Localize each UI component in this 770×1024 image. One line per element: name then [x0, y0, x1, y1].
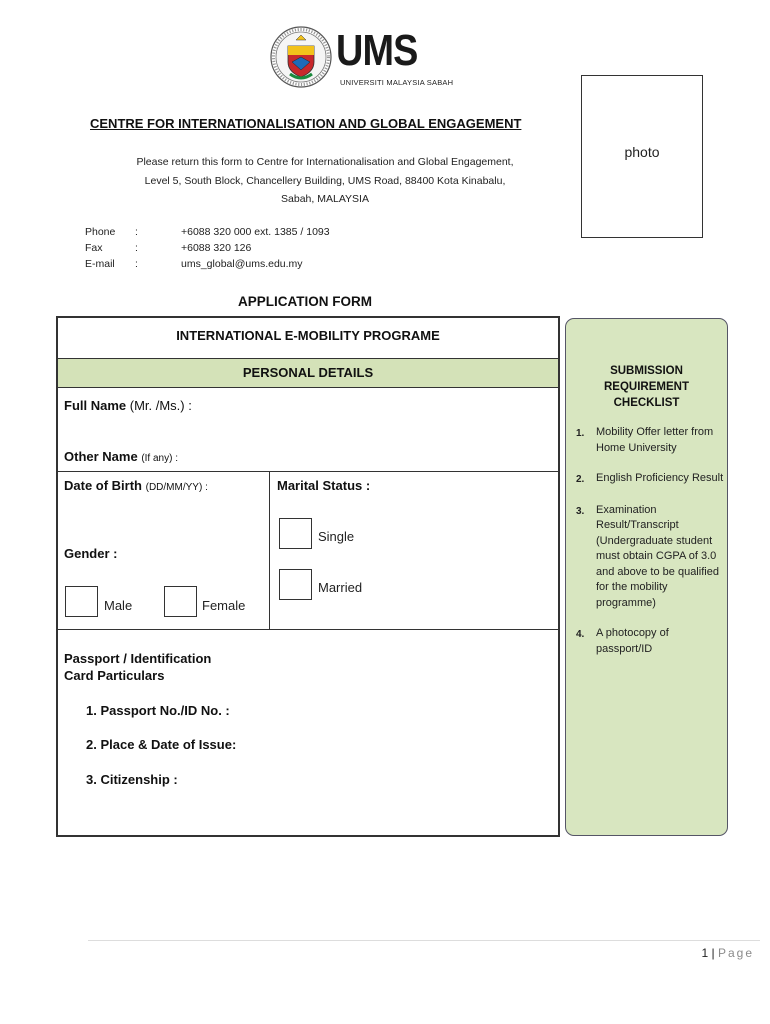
- contact-block: [85, 224, 330, 272]
- dob-label: Date of Birth: [64, 478, 142, 493]
- contact-fax: [85, 240, 330, 256]
- divider: [58, 629, 558, 630]
- dob-field[interactable]: [64, 478, 208, 493]
- contact-value: ums_global@ums.edu.my: [181, 258, 303, 270]
- checklist-item-text: English Proficiency Result: [596, 472, 724, 484]
- full-name-field[interactable]: [64, 398, 192, 413]
- married-option-label: Married: [318, 580, 363, 595]
- page-number-value: 1: [701, 946, 709, 960]
- ums-logo: [270, 26, 460, 90]
- divider: [58, 471, 558, 472]
- single-checkbox[interactable]: [279, 518, 312, 549]
- checklist-item: [576, 626, 724, 657]
- checklist-title: [566, 363, 727, 411]
- female-option-label: Female: [202, 598, 246, 613]
- application-form-title: APPLICATION FORM: [238, 294, 372, 309]
- program-title: INTERNATIONAL E-MOBILITY PROGRAME: [176, 328, 440, 343]
- footer-divider: [88, 940, 760, 941]
- photo-label: photo: [624, 144, 660, 160]
- address-line: Level 5, South Block, Chancellery Building, UMS Road, 88400 Kota Kinabalu,: [144, 174, 506, 187]
- contact-key: Phone: [85, 226, 116, 238]
- address-block: [90, 153, 560, 209]
- checklist-item-number: 2.: [576, 474, 585, 485]
- other-name-field[interactable]: [64, 449, 178, 464]
- contact-value: +6088 320 126: [181, 242, 252, 254]
- checklist-item-text: Examination Result/Transcript (Undergraduate student must obtain CGPA of 3.0 and above to be qualified for the mobility programme): [596, 503, 719, 609]
- contact-sep: :: [135, 242, 138, 254]
- page-number: [701, 946, 754, 960]
- full-name-hint: (Mr. /Ms.) :: [129, 398, 192, 413]
- female-checkbox[interactable]: [164, 586, 197, 617]
- contact-key: Fax: [85, 242, 103, 254]
- checklist-title-line: SUBMISSION: [610, 365, 683, 377]
- gender-label: Gender :: [64, 546, 118, 561]
- checklist-item: [576, 425, 724, 456]
- passport-heading-line: Passport / Identification: [64, 651, 212, 666]
- checklist-item-number: 4.: [576, 629, 585, 640]
- citizenship-field[interactable]: 3. Citizenship :: [86, 772, 178, 787]
- personal-details-form: [56, 316, 560, 837]
- married-checkbox[interactable]: [279, 569, 312, 600]
- single-option-label: Single: [318, 529, 355, 544]
- passport-heading: [64, 651, 211, 683]
- checklist-item-text: Mobility Offer letter from Home University: [596, 426, 714, 454]
- male-option-label: Male: [104, 598, 133, 613]
- other-name-hint: (If any) :: [141, 453, 179, 464]
- university-seal-icon: [270, 26, 332, 88]
- checklist-item: [576, 471, 724, 488]
- contact-email: [85, 256, 330, 272]
- passport-heading-line: Card Particulars: [64, 668, 165, 683]
- section-title: PERSONAL DETAILS: [242, 365, 374, 380]
- contact-key: E-mail: [85, 258, 115, 270]
- checklist-item: [576, 503, 724, 612]
- divider: [269, 471, 270, 629]
- passport-number-field[interactable]: 1. Passport No./ID No. :: [86, 703, 230, 718]
- photo-box[interactable]: [581, 75, 703, 238]
- centre-title: CENTRE FOR INTERNATIONALISATION AND GLOBAL ENGAGEMENT: [90, 116, 522, 131]
- male-checkbox[interactable]: [65, 586, 98, 617]
- section-header-band: [58, 358, 558, 388]
- place-date-issue-field[interactable]: 2. Place & Date of Issue:: [86, 737, 237, 752]
- ums-logo-subtitle: UNIVERSITI MALAYSIA SABAH: [340, 78, 454, 87]
- checklist-item-number: 3.: [576, 505, 585, 517]
- page-word: Page: [717, 946, 754, 960]
- contact-sep: :: [135, 226, 138, 238]
- checklist-items: [576, 425, 724, 672]
- checklist-item-text: A photocopy of passport/ID: [596, 627, 669, 655]
- full-name-label: Full Name: [64, 398, 127, 413]
- submission-checklist: [565, 318, 728, 836]
- ums-logo-text: UMS: [336, 26, 418, 75]
- contact-sep: :: [135, 258, 138, 270]
- address-line: Please return this form to Centre for Internationalisation and Global Engagement,: [136, 156, 514, 168]
- marital-status-label: Marital Status :: [277, 478, 371, 493]
- page-separator: |: [708, 946, 718, 960]
- checklist-title-line: CHECKLIST: [613, 397, 680, 409]
- contact-value: +6088 320 000 ext. 1385 / 1093: [181, 226, 330, 238]
- checklist-title-line: REQUIREMENT: [604, 381, 689, 393]
- checklist-item-number: 1.: [576, 428, 585, 439]
- other-name-label: Other Name: [64, 449, 138, 464]
- dob-hint: (DD/MM/YY) :: [145, 482, 208, 493]
- contact-phone: [85, 224, 330, 240]
- address-line: Sabah, MALAYSIA: [281, 193, 369, 205]
